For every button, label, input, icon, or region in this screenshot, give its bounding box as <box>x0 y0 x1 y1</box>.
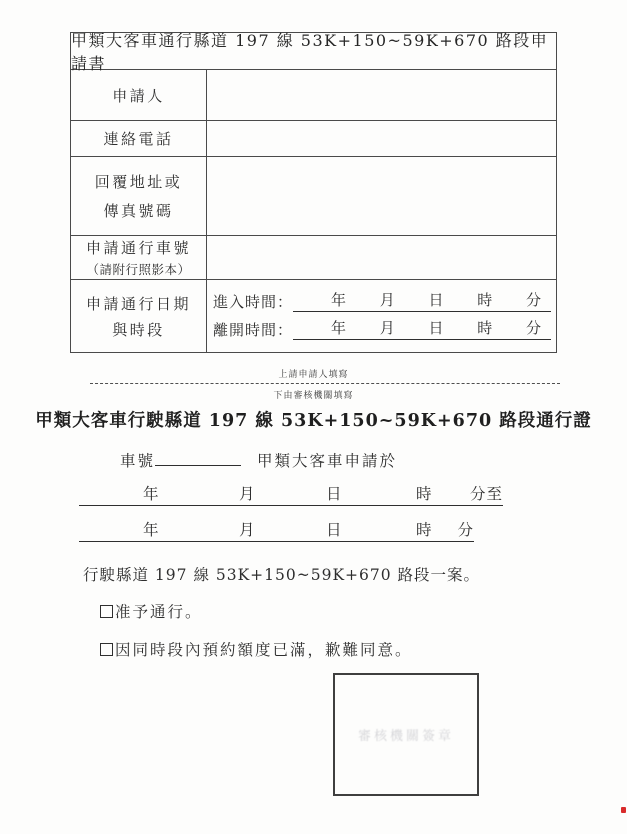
datetime-label-line2: 與時段 <box>112 320 165 339</box>
permit-end-date-blank[interactable] <box>79 521 474 542</box>
unit-day: 日 <box>326 521 343 539</box>
permit-route-line: 行駛縣道 197 線 53K+150~59K+670 路段一案。 <box>83 566 481 584</box>
unit-minute: 分 <box>525 318 541 337</box>
unit-year: 年 <box>143 521 160 539</box>
applicant-label: 申請人 <box>71 70 207 120</box>
permit-plate-blank[interactable] <box>155 450 241 466</box>
separator-note-below: 下由審核機關填寫 <box>273 391 354 401</box>
datetime-label <box>71 280 207 352</box>
unit-month: 月 <box>379 318 395 337</box>
address-label-line2: 傳真號碼 <box>103 202 174 220</box>
unit-year: 年 <box>143 485 160 503</box>
phone-label: 連絡電話 <box>71 121 207 156</box>
scan-red-artifact <box>621 807 626 813</box>
enter-time-label: 進入時間： <box>213 292 294 311</box>
plate-input-cell[interactable] <box>207 236 556 279</box>
option-approve <box>100 600 203 622</box>
agency-stamp-box <box>333 673 479 796</box>
unit-year: 年 <box>331 290 347 309</box>
unit-minute-to: 分至 <box>469 485 503 503</box>
enter-time-blank[interactable] <box>293 289 551 312</box>
deny-checkbox[interactable] <box>100 643 113 656</box>
permit-after-plate-text: 甲類大客車申請於 <box>257 452 398 470</box>
unit-hour: 時 <box>416 521 433 539</box>
leave-time-blank[interactable] <box>293 317 551 340</box>
option-deny <box>100 638 413 660</box>
address-label <box>71 157 207 235</box>
datetime-input-cell <box>207 280 556 352</box>
unit-hour: 時 <box>416 485 433 503</box>
leave-time-label: 離開時間： <box>213 320 294 339</box>
table-row <box>71 157 556 236</box>
unit-day: 日 <box>326 485 343 503</box>
permit-start-date-blank[interactable] <box>79 485 503 506</box>
plate-label <box>71 236 207 279</box>
applicant-input-cell[interactable] <box>207 70 556 120</box>
unit-month: 月 <box>239 485 256 503</box>
permit-title: 甲類大客車行駛縣道 197 線 53K+150~59K+670 路段通行證 <box>35 411 592 431</box>
permit-plate-line <box>120 449 397 471</box>
plate-label-line2: （請附行照影本） <box>86 262 191 277</box>
application-form-table <box>70 32 557 353</box>
address-input-cell[interactable] <box>207 157 556 235</box>
unit-hour: 時 <box>477 290 493 309</box>
unit-day: 日 <box>428 318 444 337</box>
separator-note-above: 上請申請人填寫 <box>278 370 349 380</box>
unit-month: 月 <box>239 521 256 539</box>
approve-checkbox[interactable] <box>100 605 113 618</box>
address-label-line1: 回覆地址或 <box>94 173 183 191</box>
plate-label-line1: 申請通行車號 <box>85 239 191 257</box>
unit-minute: 分 <box>525 290 541 309</box>
leave-time-line <box>213 317 551 340</box>
table-row <box>71 121 556 157</box>
deny-label: 因同時段內預約額度已滿，歉難同意。 <box>115 641 413 659</box>
unit-year: 年 <box>331 318 347 337</box>
unit-day: 日 <box>428 290 444 309</box>
phone-input-cell[interactable] <box>207 121 556 156</box>
unit-month: 月 <box>379 290 395 309</box>
unit-minute: 分 <box>457 521 474 539</box>
table-row <box>71 236 556 280</box>
approve-label: 准予通行。 <box>115 603 203 621</box>
enter-time-line <box>213 289 551 312</box>
application-form-title: 甲類大客車通行縣道 197 線 53K+150~59K+670 路段申請書 <box>71 33 556 70</box>
unit-hour: 時 <box>477 318 493 337</box>
permit-plate-label: 車號 <box>120 452 156 470</box>
table-row <box>71 70 556 121</box>
datetime-label-line1: 申請通行日期 <box>85 294 191 313</box>
stamp-watermark-text: 審核機關簽章 <box>357 729 454 744</box>
table-row <box>71 280 556 352</box>
separator-dashed-line <box>90 383 560 384</box>
